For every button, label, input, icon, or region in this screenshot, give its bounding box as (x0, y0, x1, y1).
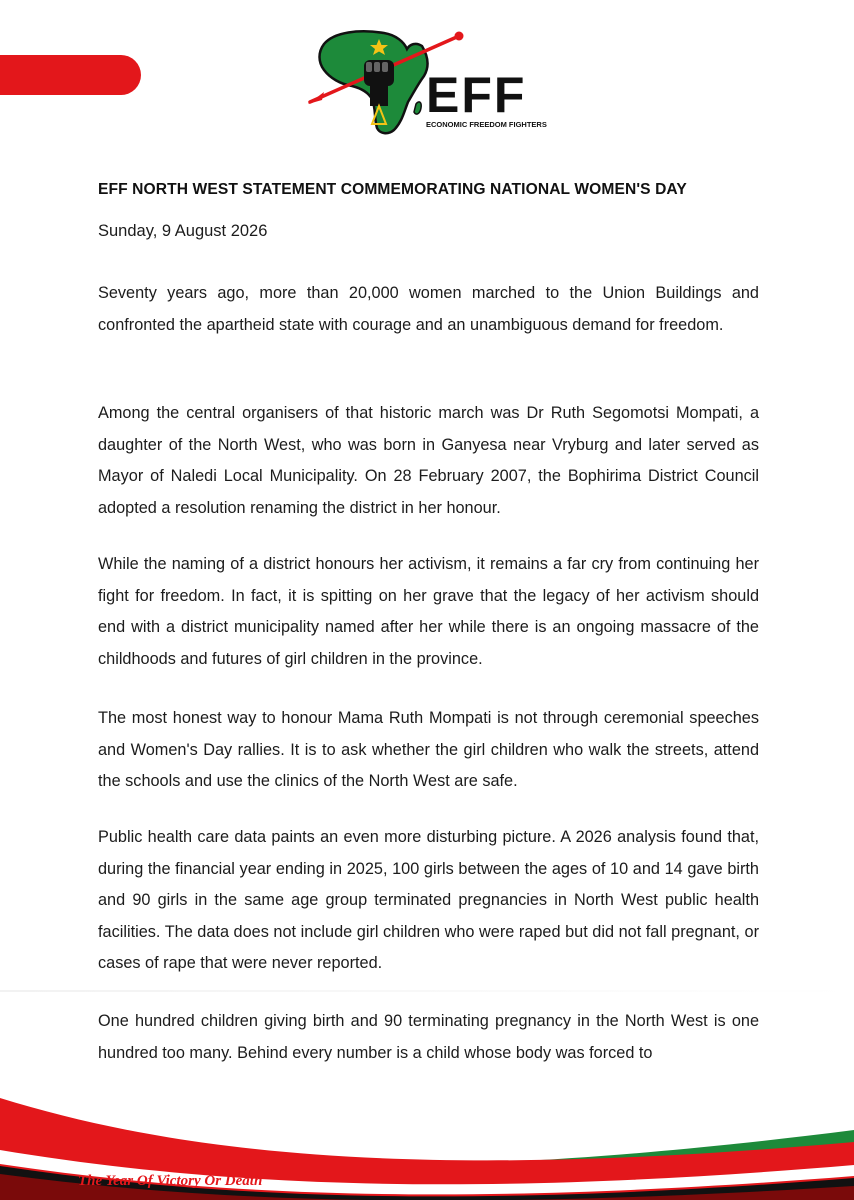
body-paragraph: Seventy years ago, more than 20,000 women marched to the Union Buildings and confronted the apartheid state with courage and an unambiguous demand for freedom. (98, 284, 759, 334)
logo-wordmark: EFF (426, 67, 527, 123)
document-title: EFF NORTH WEST STATEMENT COMMEMORATING NATIONAL WOMEN'S DAY (98, 181, 687, 198)
africa-map-icon (304, 24, 554, 139)
body-paragraph: Public health care data paints an even more disturbing picture. A 2026 analysis found that, during the financial year ending in 2025, 100 girls between the ages of 10 and 14 gave birth and 90 girls in the same age group terminated pregnancies in North West public health facilities. The data does not include girl children who were raped but did not fall pregnant, or cases of rape that were never reported. (98, 828, 759, 972)
body-paragraph: One hundred children giving birth and 90 terminating pregnancy in the North West is one hundred too many. Behind every number is a child whose body was forced to (98, 1012, 759, 1062)
body-paragraph: Among the central organisers of that historic march was Dr Ruth Segomotsi Mompati, a daughter of the North West, who was born in Ganyesa near Vryburg and later served as Mayor of Naledi Local Municipality. On 28 February 2007, the Bophirima District Council adopted a resolution renaming the district in her honour. (98, 404, 759, 517)
body-paragraph: While the naming of a district honours her activism, it remains a far cry from continuing her fight for freedom. In fact, it is spitting on her grave that the legacy of her activism should end with a district municipality named after her while there is an ongoing massacre of the childhoods and futures of girl children in the province. (98, 555, 759, 668)
body-paragraph: The most honest way to honour Mama Ruth Mompati is not through ceremonial speeches and Women's Day rallies. It is to ask whether the girl children who walk the streets, attend the schools and use the clinics of the North West are safe. (98, 709, 759, 790)
page-break-divider (0, 990, 854, 992)
red-accent-tab (0, 55, 141, 95)
logo-tagline: ECONOMIC FREEDOM FIGHTERS (426, 120, 547, 129)
eff-logo (304, 24, 554, 139)
footer-slogan: The Year Of Victory Or Death (78, 1173, 263, 1189)
document-date: Sunday, 9 August 2026 (98, 222, 268, 240)
